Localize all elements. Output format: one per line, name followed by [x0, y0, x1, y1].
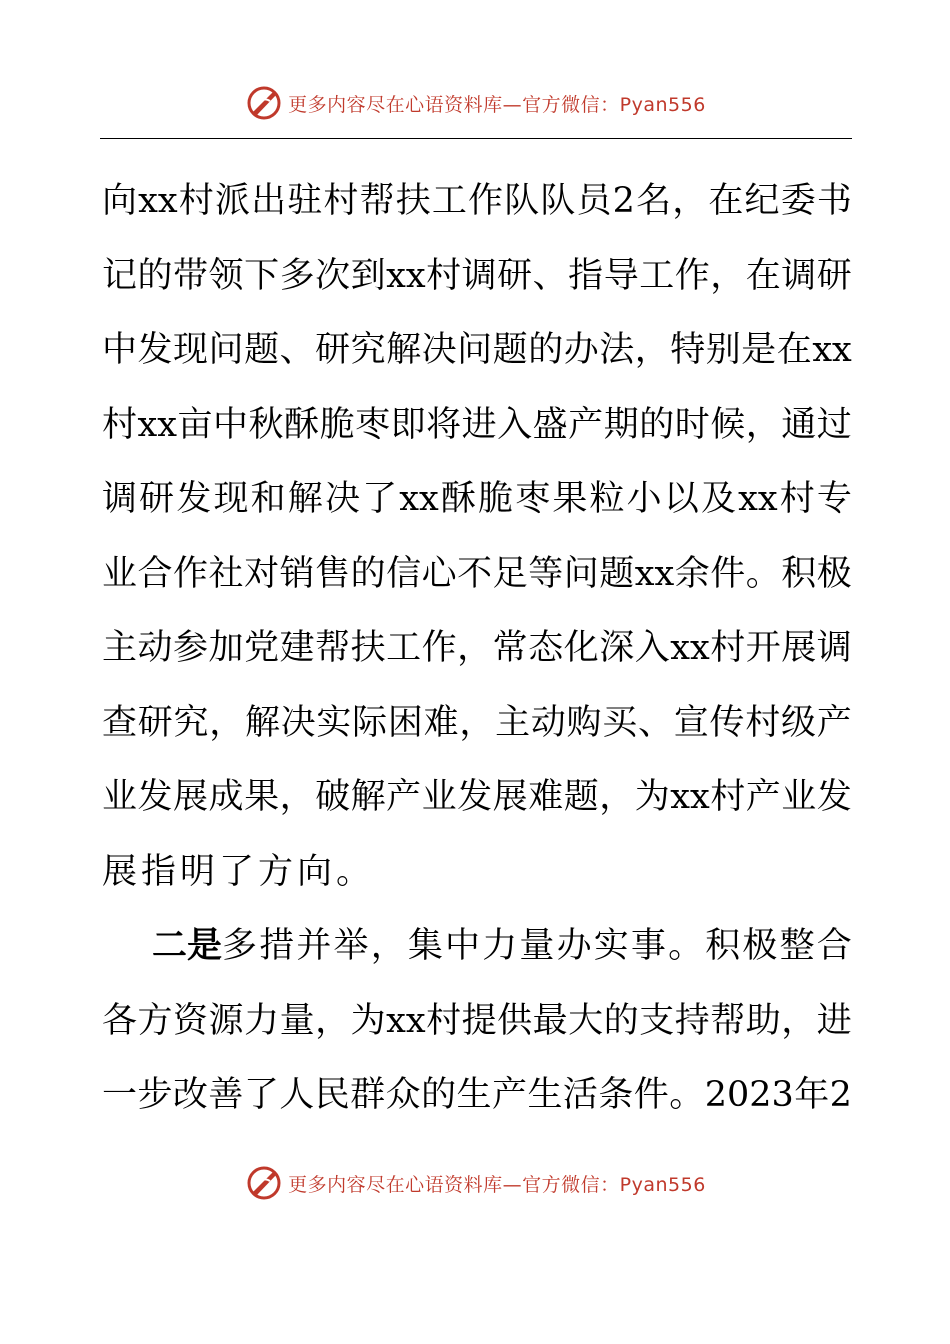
text-line: 调 研 发 现 和 解 决 了 xx 酥 脆 枣 果 粒 小 以 及 xx 村 专	[102, 479, 852, 519]
footer-banner-text: 更多内容尽在心语资料库—官方微信：Pyan556	[288, 1173, 706, 1196]
header-banner-text: 更多内容尽在心语资料库—官方微信：Pyan556	[288, 93, 706, 116]
text-line: 一 步 改 善 了 人 民 群 众 的 生 产 生 活 条 件 。 2023 年 2	[102, 1075, 852, 1115]
text-line: 记 的 带 领 下 多 次 到 xx 村 调 研 、 指 导 工 作 ， 在 调 研	[102, 255, 852, 296]
text-line: 业 发 展 成 果 ， 破 解 产 业 发 展 难 题 ， 为 xx 村 产 业 发	[102, 777, 852, 817]
text-line: 各 方 资 源 力 量 ， 为 xx 村 提 供 最 大 的 支 持 帮 助 ， 进	[102, 1000, 852, 1041]
text-line: 主 动 参 加 党 建 帮 扶 工 作 ， 常 态 化 深 入 xx 村 开 展 调	[102, 628, 852, 668]
paragraph-two-heading-text: 多 措 并 举 ， 集 中 力 量 办 实 事 。 积 极 整 合	[222, 926, 852, 966]
header-banner	[0, 81, 950, 125]
text-line: 展指明了方向。	[102, 851, 376, 892]
text-line: 查 研 究 ， 解 决 实 际 困 难 ， 主 动 购 买 、 宣 传 村 级 产	[102, 702, 852, 743]
text-line: 村 xx 亩 中 秋 酥 脆 枣 即 将 进 入 盛 产 期 的 时 候 ， 通 过	[102, 404, 852, 445]
document-body	[102, 170, 852, 1139]
footer-banner	[0, 1161, 950, 1205]
paragraph-lead-bold: 二是	[152, 926, 223, 966]
header-divider	[100, 138, 852, 139]
pen-logo-icon	[244, 83, 284, 123]
text-line: 中 发 现 问 题 、 研 究 解 决 问 题 的 办 法 ， 特 别 是 在 xx	[102, 330, 852, 370]
pen-logo-icon	[244, 1163, 284, 1203]
text-line: 向 xx 村 派 出 驻 村 帮 扶 工 作 队 队 员 2 名 ， 在 纪 委 书	[102, 181, 852, 221]
text-line: 业 合 作 社 对 销 售 的 信 心 不 足 等 问 题 xx 余 件 。 积 极	[102, 553, 852, 594]
paragraph-two-first-line	[102, 915, 852, 990]
